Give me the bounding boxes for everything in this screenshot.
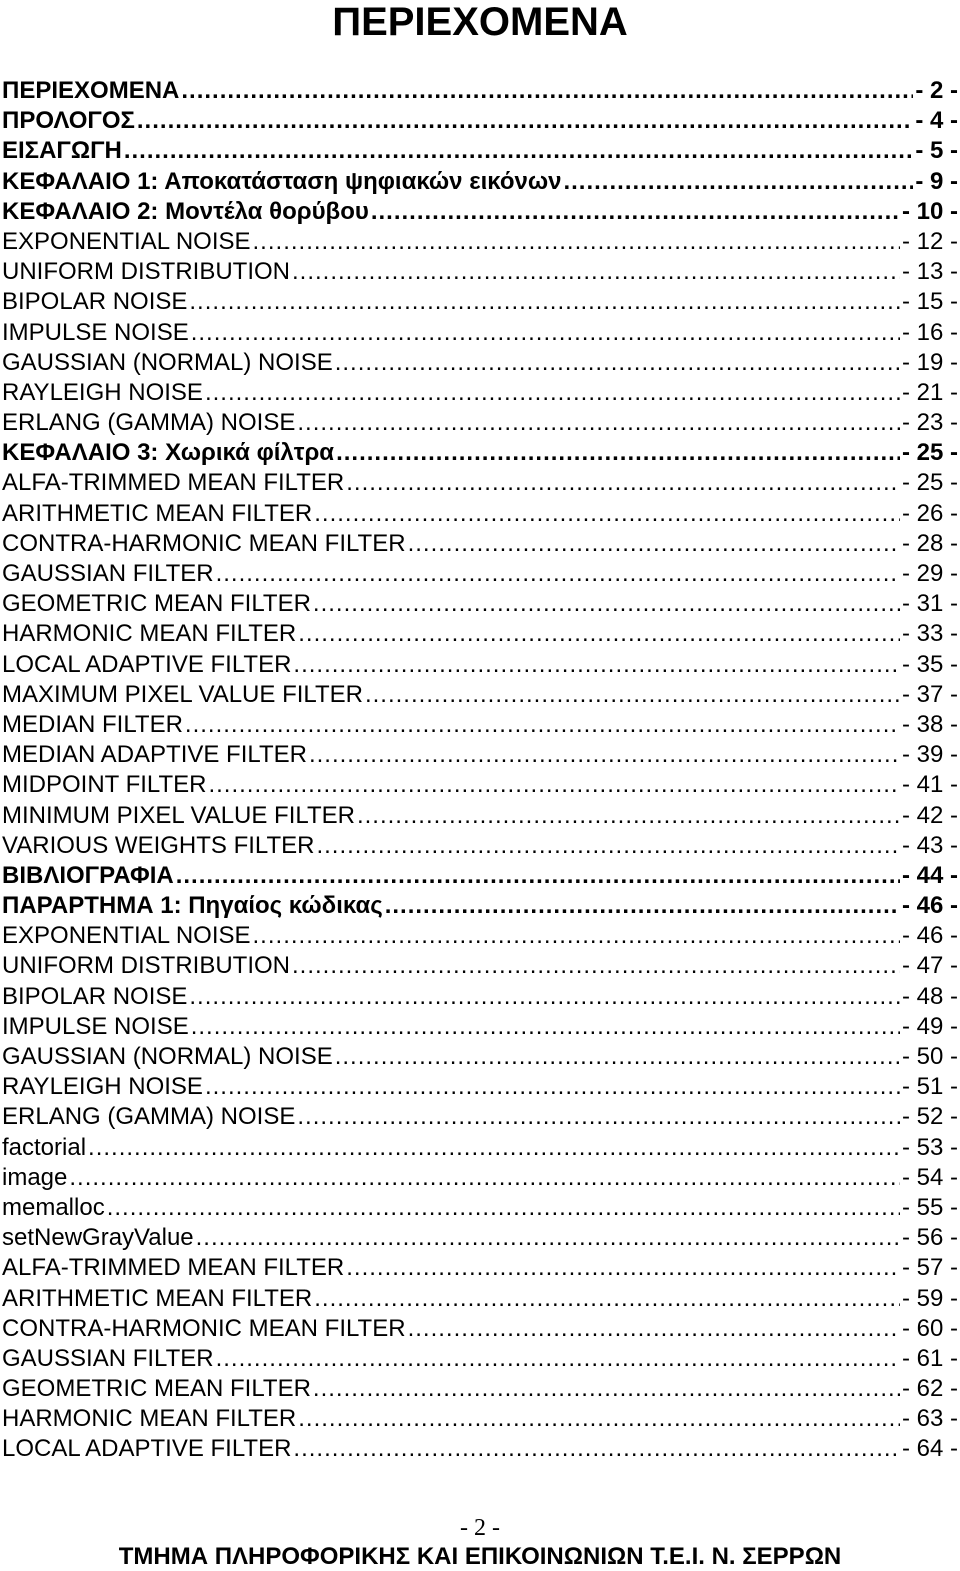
toc-dot-leader: [189, 982, 900, 1012]
toc-entry-page: - 50 -: [901, 1043, 958, 1070]
toc-entry-page: - 25 -: [901, 469, 958, 497]
toc-entry-page: - 54 -: [901, 1163, 958, 1191]
toc-entry[interactable]: [2, 468, 958, 498]
toc-entry-page: - 51 -: [901, 1073, 958, 1101]
toc-dot-leader: [357, 801, 900, 831]
toc-entry-title: LOCAL ADAPTIVE FILTER: [2, 1435, 292, 1463]
toc-entry-page: - 28 -: [901, 529, 958, 557]
toc-dot-leader: [297, 1102, 900, 1132]
toc-dot-leader: [189, 287, 900, 317]
toc-entry-page: - 46 -: [901, 892, 958, 920]
toc-entry-title: GAUSSIAN (NORMAL) NOISE: [2, 1043, 333, 1070]
toc-dot-leader: [335, 1042, 900, 1072]
toc-dot-leader: [216, 559, 900, 589]
toc-entry[interactable]: [2, 1374, 958, 1404]
toc-entry-title: RAYLEIGH NOISE: [2, 1073, 203, 1101]
toc-entry[interactable]: [2, 1042, 958, 1072]
toc-dot-leader: [335, 348, 900, 378]
toc-dot-leader: [314, 499, 900, 529]
toc-entry[interactable]: [2, 1072, 958, 1102]
table-of-contents: [2, 76, 958, 1465]
toc-entry-page: - 64 -: [901, 1435, 958, 1463]
toc-entry-title: CONTRA-HARMONIC MEAN FILTER: [2, 1314, 406, 1342]
toc-entry-title: memalloc: [2, 1193, 105, 1221]
toc-entry[interactable]: [2, 650, 958, 680]
toc-entry[interactable]: [2, 1404, 958, 1434]
toc-entry-title: setNewGrayValue: [2, 1224, 194, 1252]
toc-entry[interactable]: [2, 770, 958, 800]
toc-entry-title: factorial: [2, 1133, 87, 1161]
toc-entry-title: MIDPOINT FILTER: [2, 771, 207, 799]
toc-entry[interactable]: [2, 1253, 958, 1283]
toc-entry[interactable]: [2, 1012, 958, 1042]
toc-dot-leader: [313, 589, 900, 619]
toc-dot-leader: [408, 1314, 900, 1344]
toc-dot-leader: [205, 1072, 900, 1102]
toc-entry[interactable]: [2, 1223, 958, 1253]
toc-entry-page: - 41 -: [901, 771, 958, 799]
toc-entry-title: GAUSSIAN (NORMAL) NOISE: [2, 348, 333, 376]
toc-entry[interactable]: [2, 559, 958, 589]
toc-entry[interactable]: [2, 106, 958, 136]
toc-entry-title: ΒΙΒΛΙΟΓΡΑΦΙΑ: [2, 861, 174, 889]
toc-entry-title: ΠΕΡΙΕΧΟΜΕΝΑ: [2, 77, 180, 104]
toc-entry[interactable]: [2, 589, 958, 619]
toc-dot-leader: [253, 227, 900, 257]
toc-entry-page: - 26 -: [901, 499, 958, 527]
toc-dot-leader: [208, 770, 900, 800]
toc-entry-page: - 55 -: [901, 1193, 958, 1221]
toc-entry-page: - 49 -: [901, 1012, 958, 1040]
toc-entry-title: ALFA-TRIMMED MEAN FILTER: [2, 1254, 345, 1282]
toc-dot-leader: [293, 1434, 900, 1464]
toc-entry-title: HARMONIC MEAN FILTER: [2, 620, 297, 648]
toc-entry-title: ARITHMETIC MEAN FILTER: [2, 1284, 313, 1312]
toc-entry-title: ΚΕΦΑΛΑΙΟ 2: Μοντέλα θορύβου: [2, 197, 369, 225]
toc-dot-leader: [196, 1223, 900, 1253]
toc-entry[interactable]: [2, 1284, 958, 1314]
toc-entry-page: - 21 -: [901, 378, 958, 406]
toc-entry-title: image: [2, 1163, 68, 1191]
page-number: - 2 -: [460, 1515, 500, 1541]
toc-dot-leader: [297, 408, 900, 438]
toc-entry[interactable]: [2, 1314, 958, 1344]
toc-dot-leader: [563, 167, 913, 197]
toc-entry-page: - 35 -: [901, 650, 958, 678]
toc-entry-page: - 46 -: [901, 922, 958, 950]
toc-entry-title: ΚΕΦΑΛΑΙΟ 1: Αποκατάσταση ψηφιακών εικόνων: [2, 167, 562, 195]
toc-entry-title: ERLANG (GAMMA) NOISE: [2, 409, 296, 437]
toc-entry[interactable]: [2, 982, 958, 1012]
toc-entry-page: - 5 -: [915, 137, 958, 165]
toc-entry-title: ALFA-TRIMMED MEAN FILTER: [2, 469, 345, 497]
toc-entry[interactable]: [2, 1434, 958, 1464]
page-title: ΠΕΡΙΕΧΟΜΕΝΑ: [332, 0, 628, 44]
toc-entry[interactable]: [2, 831, 958, 861]
toc-dot-leader: [191, 318, 900, 348]
toc-entry[interactable]: [2, 619, 958, 649]
toc-entry[interactable]: [2, 408, 958, 438]
toc-entry-page: - 2 -: [915, 77, 958, 104]
toc-dot-leader: [137, 106, 913, 136]
toc-entry[interactable]: [2, 197, 958, 227]
toc-entry[interactable]: [2, 801, 958, 831]
toc-dot-leader: [205, 378, 900, 408]
toc-entry[interactable]: [2, 1102, 958, 1132]
toc-entry-title: MEDIAN FILTER: [2, 710, 183, 738]
toc-entry[interactable]: [2, 710, 958, 740]
toc-dot-leader: [316, 831, 900, 861]
toc-entry-page: - 15 -: [901, 288, 958, 316]
toc-entry-title: GAUSSIAN FILTER: [2, 1344, 214, 1372]
toc-entry-page: - 42 -: [901, 801, 958, 829]
toc-entry-page: - 38 -: [901, 710, 958, 738]
toc-entry-page: - 4 -: [915, 107, 958, 135]
toc-dot-leader: [181, 76, 913, 106]
toc-entry-page: - 61 -: [901, 1344, 958, 1372]
toc-dot-leader: [253, 921, 900, 951]
toc-entry[interactable]: [2, 861, 958, 891]
toc-entry-page: - 56 -: [901, 1224, 958, 1252]
toc-entry-title: LOCAL ADAPTIVE FILTER: [2, 650, 292, 678]
toc-dot-leader: [107, 1193, 900, 1223]
toc-entry-page: - 12 -: [901, 227, 958, 255]
toc-entry[interactable]: [2, 499, 958, 529]
toc-dot-leader: [346, 468, 900, 498]
toc-entry[interactable]: [2, 1133, 958, 1163]
toc-entry-page: - 37 -: [901, 680, 958, 708]
toc-entry-title: BIPOLAR NOISE: [2, 982, 188, 1010]
toc-entry[interactable]: [2, 257, 958, 287]
toc-dot-leader: [298, 1404, 900, 1434]
toc-entry-title: MEDIAN ADAPTIVE FILTER: [2, 741, 307, 769]
toc-dot-leader: [88, 1133, 900, 1163]
toc-entry-page: - 33 -: [901, 620, 958, 648]
toc-entry-title: ERLANG (GAMMA) NOISE: [2, 1103, 296, 1131]
toc-dot-leader: [336, 438, 900, 468]
toc-dot-leader: [408, 529, 900, 559]
toc-entry-title: ΕΙΣΑΓΩΓΗ: [2, 137, 122, 165]
toc-entry-page: - 52 -: [901, 1103, 958, 1131]
toc-dot-leader: [292, 951, 900, 981]
toc-dot-leader: [176, 861, 900, 891]
toc-entry-title: IMPULSE NOISE: [2, 1012, 189, 1040]
toc-entry[interactable]: [2, 1163, 958, 1193]
toc-dot-leader: [313, 1374, 900, 1404]
toc-dot-leader: [371, 197, 900, 227]
footer-department: ΤΜΗΜΑ ΠΛΗΡΟΦΟΡΙΚΗΣ ΚΑΙ ΕΠΙΚΟΙΝΩΝΙΩΝ Τ.Ε.Ι. Ν. ΣΕΡΡΩΝ: [118, 1543, 842, 1570]
toc-entry-page: - 9 -: [915, 167, 958, 195]
toc-dot-leader: [216, 1344, 900, 1374]
toc-entry-page: - 43 -: [901, 831, 958, 859]
toc-entry-title: ΠΡΟΛΟΓΟΣ: [2, 107, 135, 135]
toc-entry-page: - 53 -: [901, 1133, 958, 1161]
toc-entry[interactable]: [2, 1344, 958, 1374]
toc-entry-title: ΚΕΦΑΛΑΙΟ 3: Χωρικά φίλτρα: [2, 439, 335, 467]
toc-entry[interactable]: [2, 891, 958, 921]
toc-entry[interactable]: [2, 318, 958, 348]
toc-entry-title: UNIFORM DISTRIBUTION: [2, 258, 290, 286]
toc-entry-title: GEOMETRIC MEAN FILTER: [2, 1375, 311, 1403]
toc-entry-page: - 13 -: [901, 258, 958, 286]
toc-entry[interactable]: [2, 227, 958, 257]
toc-entry[interactable]: [2, 740, 958, 770]
toc-entry-page: - 59 -: [901, 1284, 958, 1312]
toc-entry-page: - 25 -: [901, 439, 958, 467]
toc-entry[interactable]: [2, 529, 958, 559]
toc-dot-leader: [292, 257, 900, 287]
toc-entry[interactable]: [2, 378, 958, 408]
toc-entry-page: - 19 -: [901, 348, 958, 376]
toc-dot-leader: [385, 891, 900, 921]
toc-entry-page: - 62 -: [901, 1375, 958, 1403]
toc-entry-page: - 16 -: [901, 318, 958, 346]
toc-dot-leader: [309, 740, 900, 770]
toc-entry[interactable]: [2, 76, 958, 106]
toc-entry-page: - 23 -: [901, 409, 958, 437]
toc-dot-leader: [69, 1163, 900, 1193]
toc-entry[interactable]: [2, 136, 958, 166]
toc-entry-title: CONTRA-HARMONIC MEAN FILTER: [2, 529, 406, 557]
toc-entry-page: - 60 -: [901, 1314, 958, 1342]
toc-dot-leader: [346, 1253, 900, 1283]
toc-entry-page: - 47 -: [901, 952, 958, 980]
toc-dot-leader: [191, 1012, 900, 1042]
toc-dot-leader: [365, 680, 900, 710]
toc-entry[interactable]: [2, 287, 958, 317]
toc-entry-title: GAUSSIAN FILTER: [2, 560, 214, 587]
toc-dot-leader: [185, 710, 900, 740]
toc-entry-title: BIPOLAR NOISE: [2, 288, 188, 316]
toc-entry-title: HARMONIC MEAN FILTER: [2, 1405, 297, 1433]
toc-entry[interactable]: [2, 951, 958, 981]
toc-entry-title: EXPONENTIAL NOISE: [2, 922, 251, 950]
toc-entry[interactable]: [2, 348, 958, 378]
toc-entry-title: VARIOUS WEIGHTS FILTER: [2, 831, 315, 859]
toc-entry[interactable]: [2, 1193, 958, 1223]
toc-entry-page: - 44 -: [901, 861, 958, 889]
toc-entry-page: - 48 -: [901, 982, 958, 1010]
toc-entry-title: ΠΑΡΑΡΤΗΜΑ 1: Πηγαίος κώδικας: [2, 892, 383, 920]
toc-entry-title: MINIMUM PIXEL VALUE FILTER: [2, 801, 355, 829]
toc-dot-leader: [314, 1284, 900, 1314]
toc-entry-title: MAXIMUM PIXEL VALUE FILTER: [2, 680, 363, 708]
toc-entry-page: - 10 -: [901, 197, 958, 225]
toc-entry[interactable]: [2, 680, 958, 710]
toc-dot-leader: [293, 650, 900, 680]
toc-dot-leader: [298, 619, 900, 649]
toc-entry-title: UNIFORM DISTRIBUTION: [2, 952, 290, 980]
toc-entry[interactable]: [2, 438, 958, 468]
toc-entry-title: EXPONENTIAL NOISE: [2, 227, 251, 255]
toc-entry-page: - 63 -: [901, 1405, 958, 1433]
toc-dot-leader: [124, 136, 913, 166]
toc-entry-page: - 31 -: [901, 590, 958, 618]
toc-entry-title: GEOMETRIC MEAN FILTER: [2, 590, 311, 618]
toc-entry-title: RAYLEIGH NOISE: [2, 378, 203, 406]
toc-entry-page: - 39 -: [901, 741, 958, 769]
toc-entry-title: ARITHMETIC MEAN FILTER: [2, 499, 313, 527]
toc-entry-page: - 29 -: [901, 560, 958, 587]
toc-entry[interactable]: [2, 921, 958, 951]
toc-entry-title: IMPULSE NOISE: [2, 318, 189, 346]
toc-entry[interactable]: [2, 167, 958, 197]
toc-entry-page: - 57 -: [901, 1254, 958, 1282]
